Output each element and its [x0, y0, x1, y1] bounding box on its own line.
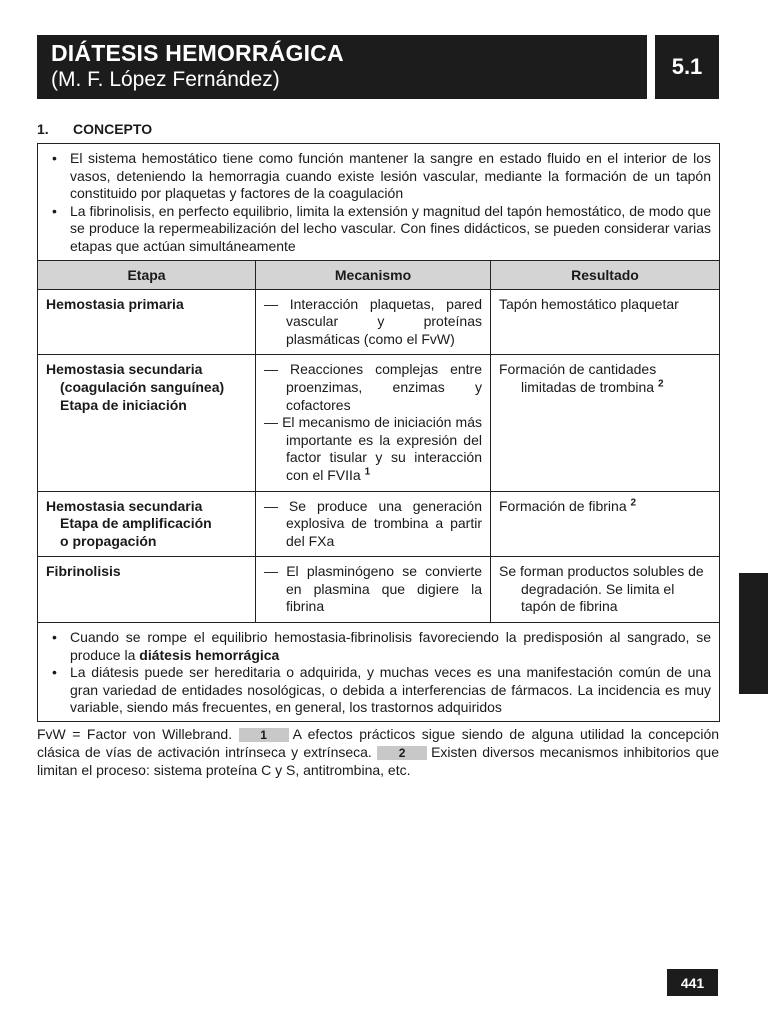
- table-header-row: [38, 260, 720, 289]
- result-cell: [491, 557, 720, 623]
- mechanism-text: — Reacciones complejas entre proenzimas, enzimas y cofactores: [264, 361, 482, 413]
- result-item: [499, 563, 711, 616]
- stage-line: Hemostasia secundaria: [46, 361, 203, 378]
- concept-table: [37, 143, 720, 722]
- mechanism-text: — El plasminógeno se convierte en plasmina que digiere la fibrina: [264, 563, 482, 615]
- stage-line: Hemostasia secundaria: [46, 497, 203, 514]
- stage-line: Etapa de iniciación: [60, 396, 187, 413]
- column-header-stage: Etapa: [38, 260, 256, 289]
- column-header-mechanism: Mecanismo: [256, 260, 491, 289]
- stage-cell: [38, 557, 256, 623]
- mechanism-item: [264, 414, 482, 484]
- mechanism-text: — Interacción plaquetas, pared vascular y proteínas plasmáticas (como el FvW): [264, 295, 482, 347]
- closing-bullets: [46, 629, 711, 717]
- table-row: [38, 289, 720, 355]
- stage-cell: [38, 289, 256, 355]
- intro-bullet: • La fibrinolisis, en perfecto equilibrio, limita la extensión y magnitud del tapón hemostático, de modo que se produce la repermeabilización del lecho vascular. Con fines didácticos, se pueden considerar varias etapas que actúan simultáneamente: [46, 203, 711, 256]
- footnote-ref: 1: [239, 728, 289, 742]
- section-number: 1.: [37, 121, 49, 137]
- footnote-marker: 1: [364, 466, 371, 478]
- mechanism-cell: [256, 557, 491, 623]
- closing-bold-term: diátesis hemorrágica: [139, 646, 280, 663]
- footnote-abbrev: FvW = Factor von Willebrand.: [37, 726, 233, 742]
- stage-cell: [38, 491, 256, 557]
- closing-text: Cuando se rompe el equilibrio hemostasia-fibrinolisis favoreciendo la predisposión al sangrado, se produce la: [70, 629, 711, 663]
- chapter-header: [37, 35, 647, 99]
- mechanism-item: [264, 498, 482, 551]
- table-row: [38, 491, 720, 557]
- closing-bullet: [46, 629, 711, 664]
- intro-bullets: [46, 150, 711, 256]
- stage-line: Fibrinolisis: [46, 563, 121, 580]
- chapter-title: DIÁTESIS HEMORRÁGICA: [51, 40, 344, 66]
- mechanism-cell: [256, 355, 491, 491]
- result-text: Tapón hemostático plaquetar: [499, 295, 679, 312]
- result-text: Formación de cantidades limitadas de trombina: [499, 361, 657, 395]
- chapter-author: (M. F. López Fernández): [51, 68, 280, 91]
- page-number: 441: [667, 969, 718, 996]
- intro-cell: [38, 144, 720, 261]
- result-text: Se forman productos solubles de degradación. Se limita el tapón de fibrina: [499, 563, 704, 615]
- footnote-ref: 2: [377, 746, 427, 760]
- closing-bullet: • La diátesis puede ser hereditaria o adquirida, y muchas veces es una manifestación común de una gran variedad de entidades nosológicas, o debida a interferencias de fármacos. La incidencia es muy variable, siendo más frecuentes, en general, los trastornos adquiridos: [46, 664, 711, 717]
- mechanism-cell: [256, 491, 491, 557]
- stage-line: (coagulación sanguínea): [60, 378, 225, 395]
- footnote-marker: 2: [657, 378, 664, 390]
- section-title: CONCEPTO: [73, 121, 153, 137]
- mechanism-text: — Se produce una generación explosiva de trombina a partir del FXa: [264, 497, 482, 549]
- chapter-number: 5.1: [655, 35, 719, 99]
- result-text: Formación de fibrina: [499, 497, 627, 514]
- closing-cell: [38, 623, 720, 722]
- result-item: [499, 498, 711, 516]
- mechanism-item: [264, 296, 482, 349]
- mechanism-item: [264, 361, 482, 414]
- result-cell: [491, 491, 720, 557]
- result-cell: [491, 289, 720, 355]
- footnote-marker: 2: [630, 496, 637, 508]
- stage-line: Etapa de amplificación: [60, 515, 212, 532]
- stage-cell: [38, 355, 256, 491]
- result-item: [499, 296, 711, 314]
- table-row: [38, 355, 720, 491]
- mechanism-cell: [256, 289, 491, 355]
- result-cell: [491, 355, 720, 491]
- stage-line: Hemostasia primaria: [46, 295, 184, 312]
- column-header-result: Resultado: [491, 260, 720, 289]
- intro-bullet: • El sistema hemostático tiene como función mantener la sangre en estado fluido en el interior de los vasos, deteniendo la hemorragia cuando existe lesión vascular, mediante la formación de un tapón constituido por plaquetas y factores de la coagulación: [46, 150, 711, 203]
- footnote-text: Existen diversos mecanismos inhibitorios que limitan el proceso: sistema proteína C y S, antitrombina, etc.: [37, 744, 719, 778]
- stage-line: o propagación: [60, 532, 157, 549]
- section-heading: [37, 121, 152, 137]
- result-item: [499, 361, 711, 396]
- table-row: [38, 557, 720, 623]
- footnote: [37, 725, 719, 779]
- mechanism-item: [264, 563, 482, 616]
- mechanism-text: — El mecanismo de iniciación más importante es la expresión del factor tisular y su interacción con el FVIIa: [264, 414, 482, 483]
- section-tab: [739, 573, 768, 694]
- footnote-text: A efectos prácticos sigue siendo de alguna utilidad la concepción clásica de vías de activación intrínseca y extrínseca.: [37, 726, 720, 760]
